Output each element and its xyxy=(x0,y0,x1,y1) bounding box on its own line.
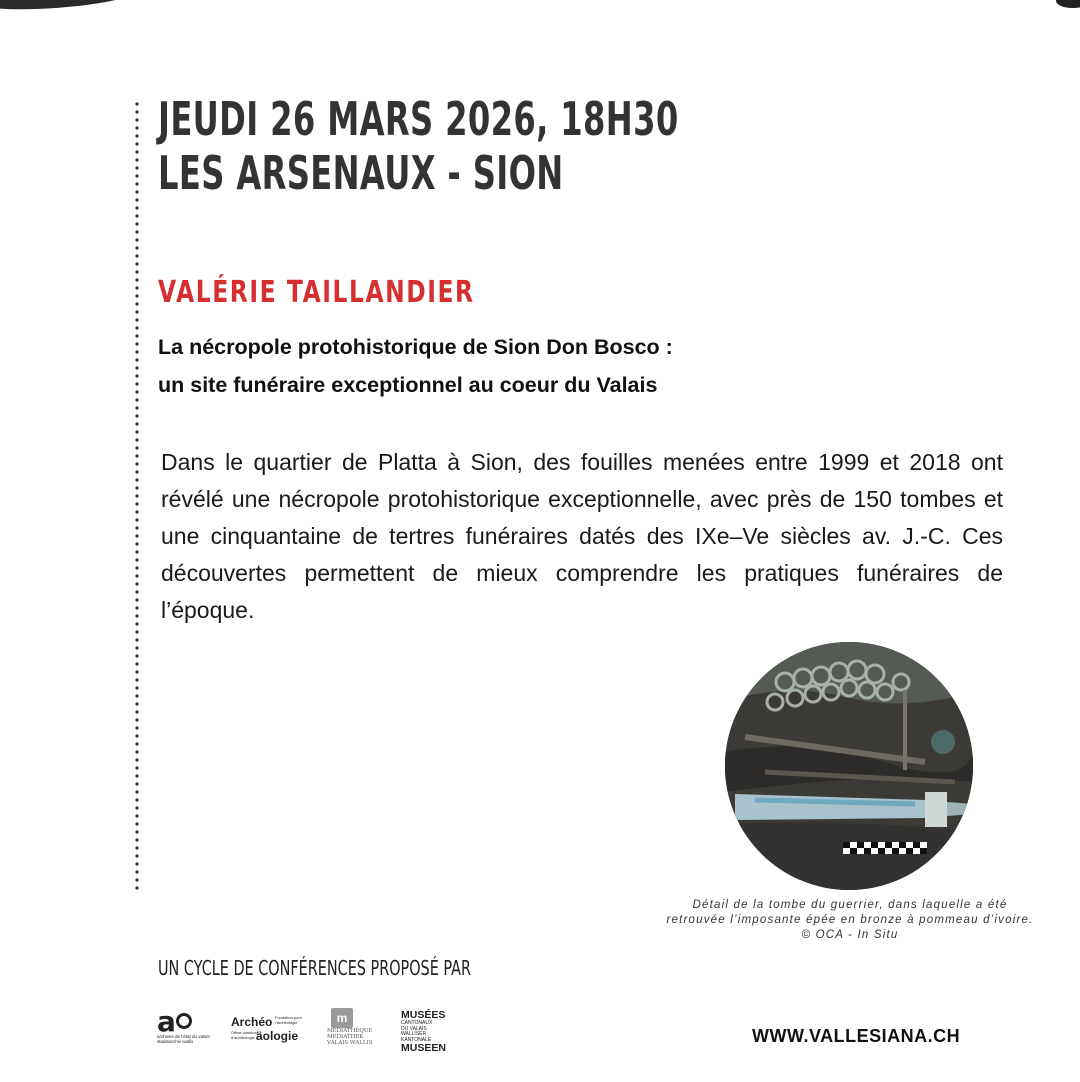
event-date: JEUDI 26 MARS 2026, 18H30 xyxy=(158,92,679,146)
archives-valais-logo xyxy=(157,1005,210,1050)
talk-title-line-2: un site funéraire exceptionnel au coeur du Valais xyxy=(158,373,658,397)
archeologie-logo-tiny-4: d’archéologie xyxy=(231,1035,255,1040)
archives-logo-mark: a xyxy=(157,1010,207,1034)
archives-logo-text-1: archives de l’état du valais xyxy=(157,1034,210,1039)
mediatheque-logo-line-1: MÉDIATHÈQUE xyxy=(327,1028,373,1034)
brush-stroke-decoration-right xyxy=(1056,0,1080,8)
tomb-photo-illustration xyxy=(725,642,973,890)
caption-credit: © OCA - In Situ xyxy=(801,929,899,941)
talk-title xyxy=(158,328,878,404)
archeologie-logo-tiny-1: Fondation pour xyxy=(275,1015,302,1020)
event-heading xyxy=(158,92,679,200)
mediatheque-logo-line-3: VALAIS WALLIS xyxy=(327,1040,373,1046)
archeologie-logo-tiny-2: l’archéologie xyxy=(275,1020,298,1025)
musees-logo-line-3: DU VALAIS xyxy=(401,1025,427,1032)
archeologie-logo xyxy=(231,1015,321,1045)
website-link[interactable]: WWW.VALLESIANA.CH xyxy=(752,1026,961,1046)
photo-caption xyxy=(640,898,1060,943)
archeologie-logo-word-1: Archéo xyxy=(231,1015,273,1029)
dotted-divider xyxy=(135,100,139,890)
musees-cantonaux-logo xyxy=(401,1009,463,1054)
musees-logo-line-4: WALLISER xyxy=(401,1031,427,1037)
archeologie-logo-tiny-3: Office cantonal xyxy=(231,1030,258,1035)
caption-line-1: Détail de la tombe du guerrier, dans laquelle a été xyxy=(692,899,1008,911)
archeologie-logo-word-2: äologie xyxy=(256,1029,299,1043)
caption-line-2: retrouvée l’imposante épée en bronze à pommeau d’ivoire. xyxy=(666,914,1034,926)
speaker-name: VALÉRIE TAILLANDIER xyxy=(158,275,475,310)
cycle-label: UN CYCLE DE CONFÉRENCES PROPOSÉ PAR xyxy=(158,956,471,980)
musees-logo-line-1: MUSÉES xyxy=(401,1009,446,1021)
tomb-photo xyxy=(725,642,973,890)
talk-title-line-1: La nécropole protohistorique de Sion Don Bosco : xyxy=(158,335,673,359)
mediatheque-logo xyxy=(327,1008,387,1048)
musees-logo-line-5: KANTONALE xyxy=(401,1036,432,1043)
talk-description: Dans le quartier de Platta à Sion, des fouilles menées entre 1999 et 2018 ont révélé une nécropole protohistorique exceptionnelle, avec près de 150 tombes et une cinquantaine de tertres funéraires datés des IXe–Ve siècles av. J.-C. Ces découvertes permettent de mieux comprendre les pratiques funéraires de l’époque. xyxy=(161,449,1003,623)
musees-logo-line-6: MUSEEN xyxy=(401,1042,446,1054)
brush-stroke-decoration xyxy=(0,0,141,14)
archives-logo-text-2: staatsarchiv wallis xyxy=(157,1039,194,1044)
event-venue: LES ARSENAUX - SION xyxy=(158,146,564,200)
mediatheque-logo-mark: m xyxy=(331,1008,353,1028)
mediatheque-logo-line-2: MEDIATHEK xyxy=(327,1034,364,1040)
musees-logo-line-2: CANTONAUX xyxy=(401,1020,433,1026)
